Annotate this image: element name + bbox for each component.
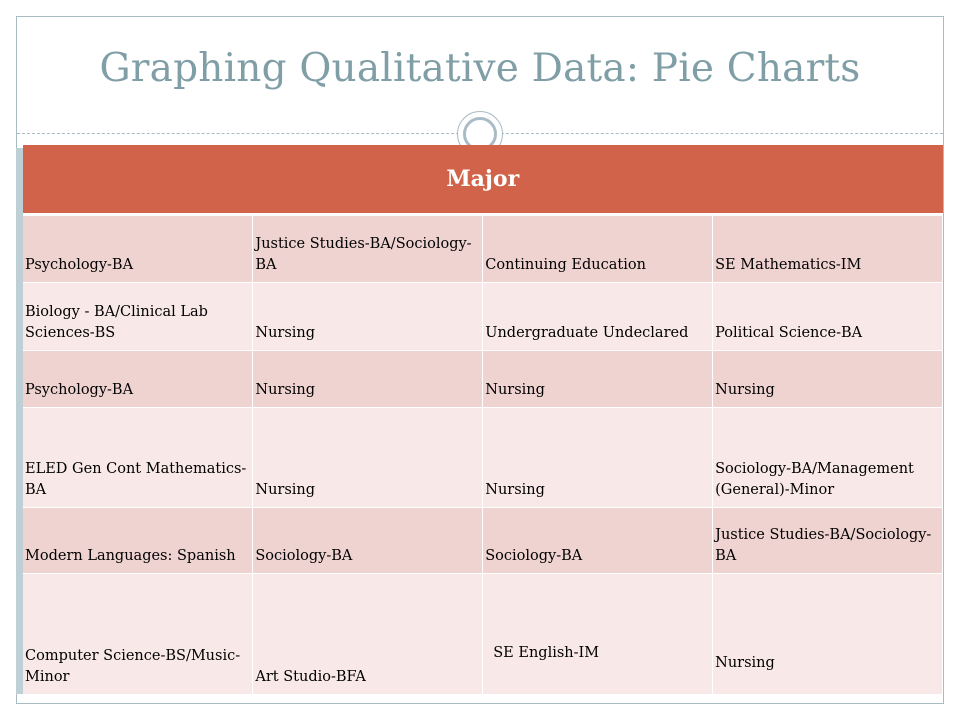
table-cell: Biology - BA/Clinical Lab Sciences-BS [23, 283, 253, 351]
table-cell: Undergraduate Undeclared [483, 283, 713, 351]
table-cell: ELED Gen Cont Mathematics-BA [23, 408, 253, 508]
table-row [23, 574, 943, 695]
table-cell: Nursing [713, 351, 943, 408]
table-cell: Nursing [483, 408, 713, 508]
table-cell: Sociology-BA [483, 508, 713, 574]
table-cell: Psychology-BA [23, 351, 253, 408]
table-cell: Justice Studies-BA/Sociology-BA [253, 215, 483, 283]
table-cell: Modern Languages: Spanish [23, 508, 253, 574]
major-table [23, 145, 943, 695]
left-accent-bar [16, 148, 23, 694]
table-cell: Psychology-BA [23, 215, 253, 283]
table-row [23, 508, 943, 574]
table-cell: Continuing Education [483, 215, 713, 283]
table-cell: SE Mathematics-IM [713, 215, 943, 283]
table-row [23, 215, 943, 283]
table-row [23, 351, 943, 408]
table-cell: Justice Studies-BA/Sociology-BA [713, 508, 943, 574]
table-cell: Sociology-BA [253, 508, 483, 574]
table-cell: Nursing [253, 408, 483, 508]
table-row [23, 283, 943, 351]
table-row [23, 408, 943, 508]
table-cell: Sociology-BA/Management (General)-Minor [713, 408, 943, 508]
table-cell: Nursing [253, 351, 483, 408]
table-cell: Nursing [253, 283, 483, 351]
table-cell: Political Science-BA [713, 283, 943, 351]
table-cell: Nursing [713, 574, 943, 695]
table-cell [483, 574, 713, 695]
table-cell: Nursing [483, 351, 713, 408]
slide-title: Graphing Qualitative Data: Pie Charts [99, 46, 861, 91]
table-cell: Computer Science-BS/Music-Minor [23, 574, 253, 695]
table-cell-text: SE English-IM [493, 645, 600, 661]
table-header: Major [23, 145, 943, 215]
table-cell: Art Studio-BFA [253, 574, 483, 695]
